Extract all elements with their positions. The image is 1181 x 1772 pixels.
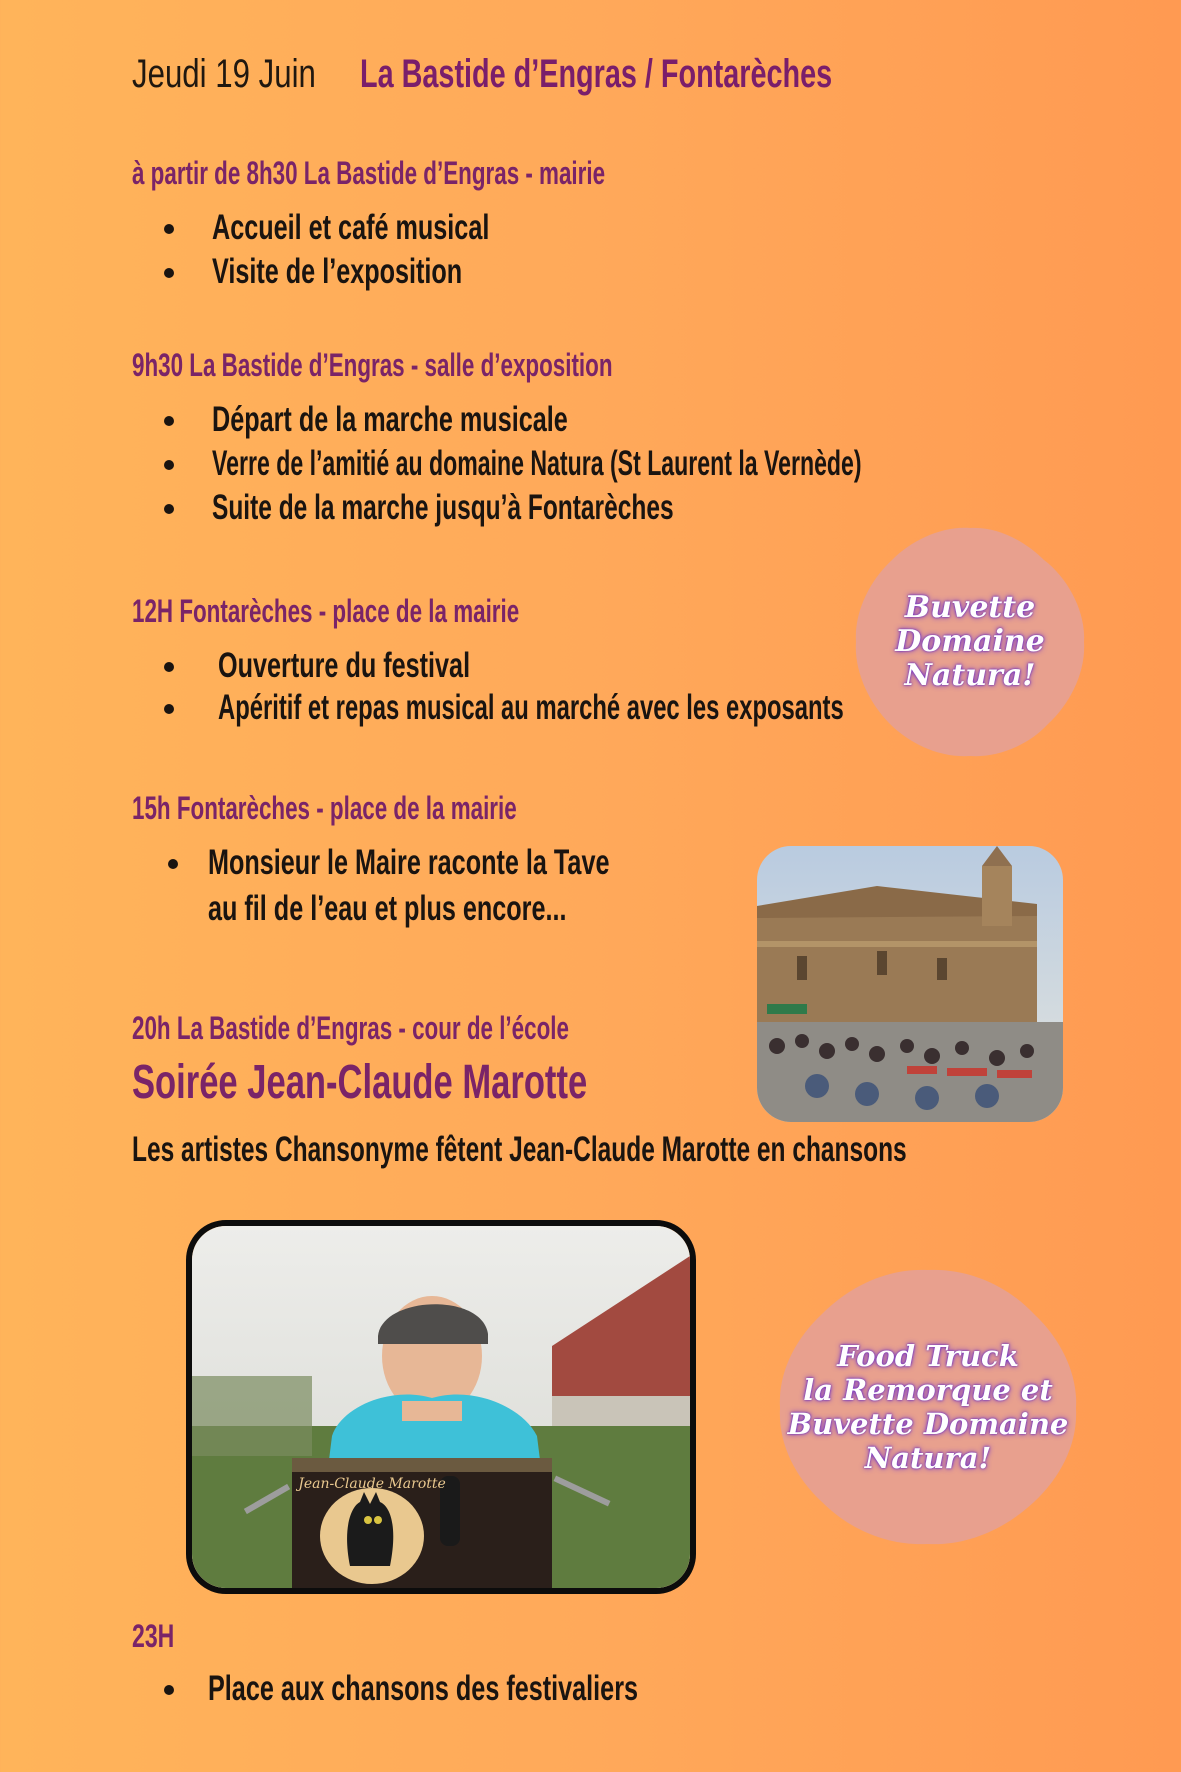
badge-line: Buvette Domaine	[787, 1407, 1069, 1441]
section-heading: 12H Fontarèches - place de la mairie	[132, 593, 520, 629]
list-item	[132, 250, 1032, 294]
badge-line: Natura!	[864, 1441, 992, 1475]
performer-photo-icon	[192, 1226, 690, 1588]
bullet-icon	[164, 416, 174, 426]
section-heading: 20h La Bastide d’Engras - cour de l’école	[132, 1010, 569, 1046]
list-item-text: Visite de l’exposition	[212, 252, 463, 291]
list-item	[132, 206, 1032, 250]
badge-line: Natura!	[904, 658, 1036, 693]
list-item-text: Apéritif et repas musical au marché avec les exposants	[218, 688, 844, 727]
section-heading: à partir de 8h30 La Bastide d’Engras - mairie	[132, 155, 606, 191]
badge-line: Domaine	[895, 624, 1045, 659]
evening-subtitle: Les artistes Chansonyme fêtent Jean-Claude Marotte en chansons	[132, 1130, 907, 1169]
list-item	[132, 841, 832, 887]
bullet-icon	[164, 704, 174, 714]
list-item-text: au fil de l’eau et plus encore...	[208, 889, 567, 928]
list-item	[132, 398, 1132, 442]
bullet-icon	[164, 504, 174, 514]
section-morning	[132, 155, 1032, 294]
event-date: Jeudi 19 Juin	[132, 52, 316, 96]
list-item-text: Suite de la marche jusqu’à Fontarèches	[212, 488, 674, 527]
page-title	[132, 52, 1015, 112]
section-heading: 9h30 La Bastide d’Engras - salle d’exposition	[132, 347, 613, 383]
list-item-text: Verre de l’amitié au domaine Natura (St Laurent la Vernède)	[212, 444, 862, 483]
badge-line: la Remorque et	[803, 1373, 1053, 1407]
section-heading: 15h Fontarèches - place de la mairie	[132, 790, 517, 826]
list-item	[132, 442, 1132, 486]
event-place: La Bastide d’Engras / Fontarèches	[359, 52, 832, 96]
list-item-text: Ouverture du festival	[218, 646, 471, 685]
list-item-text: Départ de la marche musicale	[212, 400, 568, 439]
section-walk	[132, 347, 1132, 530]
list-item-continuation	[132, 887, 832, 933]
section-afternoon	[132, 790, 832, 933]
bullet-icon	[168, 859, 178, 869]
organ-sign-text: Jean-Claude Marotte	[298, 1476, 446, 1492]
buvette-badge	[848, 520, 1092, 764]
section-heading: 23H	[132, 1618, 175, 1654]
food-truck-badge	[772, 1262, 1084, 1552]
performer-photo	[186, 1220, 696, 1594]
bullet-icon	[164, 268, 174, 278]
evening-title: Soirée Jean-Claude Marotte	[132, 1056, 588, 1109]
list-item-text: Monsieur le Maire raconte la Tave	[208, 843, 610, 882]
bullet-icon	[164, 460, 174, 470]
church-square-photo	[757, 846, 1063, 1122]
bullet-icon	[164, 662, 174, 672]
list-item-text: Place aux chansons des festivaliers	[208, 1669, 639, 1708]
church-photo-icon	[757, 846, 1063, 1122]
list-item	[132, 1667, 932, 1711]
badge-line: Food Truck	[837, 1339, 1019, 1373]
bullet-icon	[164, 224, 174, 234]
section-night	[132, 1618, 932, 1711]
list-item-text: Accueil et café musical	[212, 208, 490, 247]
badge-line: Buvette	[904, 590, 1036, 625]
bullet-icon	[164, 1685, 174, 1695]
